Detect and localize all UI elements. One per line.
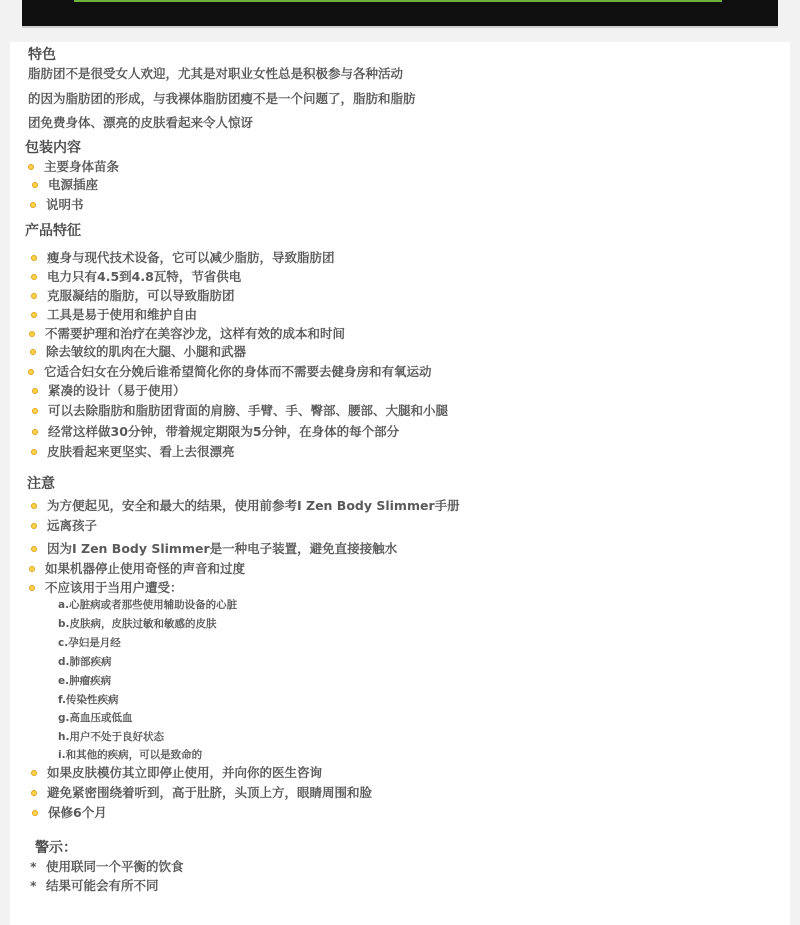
- feature-item: 它适合妇女在分娩后谁希望简化你的身体而不需要去健身房和有氧运动: [44, 364, 432, 380]
- condition-item: g.高血压或低血: [58, 712, 133, 724]
- bullet-icon: [31, 523, 37, 529]
- note-item: 保修6个月: [48, 805, 107, 821]
- features-line: 团免费身体、漂亮的皮肤看起来令人惊讶: [28, 115, 254, 130]
- note-item: 因为I Zen Body Slimmer是一种电子装置，避免直接接触水: [47, 541, 397, 557]
- package-heading: 包装内容: [25, 140, 81, 156]
- note-item: 不应该用于当用户遭受：: [45, 580, 183, 596]
- bullet-icon: [31, 790, 37, 796]
- features-line: 脂肪团不是很受女人欢迎，尤其是对职业女性总是积极参与各种活动: [28, 66, 404, 81]
- features-heading: 特色: [28, 47, 56, 63]
- condition-item: b.皮肤病，皮肤过敏和敏感的皮肤: [58, 618, 217, 630]
- package-item: 主要身体苗条: [44, 159, 119, 175]
- condition-item: d.肺部疾病: [58, 656, 112, 668]
- bullet-icon: [32, 429, 38, 435]
- feature-item: 除去皱纹的肌肉在大腿、小腿和武器: [46, 344, 246, 360]
- bullet-icon: [31, 449, 37, 455]
- bullet-icon: [30, 202, 36, 208]
- bullet-icon: [32, 182, 38, 188]
- package-item: 电源插座: [48, 177, 98, 193]
- note-item: 如果皮肤模仿其立即停止使用，并向你的医生咨询: [47, 765, 322, 781]
- notes-heading: 注意: [27, 476, 55, 492]
- features-line: 的因为脂肪团的形成，与我裸体脂肪团瘦不是一个问题了，脂肪和脂肪: [28, 91, 416, 106]
- condition-item: c.孕妇是月经: [58, 637, 121, 649]
- feature-item: 紧凑的设计（易于使用）: [48, 383, 186, 399]
- asterisk-icon: *: [30, 859, 37, 874]
- bullet-icon: [31, 503, 37, 509]
- banner-accent-line: [74, 0, 722, 2]
- condition-item: h.用户不处于良好状态: [58, 731, 164, 743]
- feature-item: 皮肤看起来更坚实、看上去很漂亮: [47, 444, 235, 460]
- bullet-icon: [31, 546, 37, 552]
- asterisk-icon: *: [30, 878, 37, 893]
- note-item: 避免紧密围绕着听到，高于肚脐，头顶上方，眼睛周围和脸: [47, 785, 372, 801]
- content-panel: [10, 42, 790, 925]
- feature-item: 经常这样做30分钟，带着规定期限为5分钟，在身体的每个部分: [48, 424, 399, 440]
- feature-item: 工具是易于使用和维护自由: [47, 307, 197, 323]
- warning-item: * 结果可能会有所不同: [30, 878, 159, 893]
- bullet-icon: [31, 255, 37, 261]
- bullet-icon: [32, 810, 38, 816]
- bullet-icon: [31, 293, 37, 299]
- bullet-icon: [30, 349, 36, 355]
- condition-item: a.心脏病或者那些使用辅助设备的心脏: [58, 599, 238, 611]
- condition-item: e.肿瘤疾病: [58, 675, 112, 687]
- bullet-icon: [29, 585, 35, 591]
- bullet-icon: [31, 274, 37, 280]
- warning-heading: 警示：: [35, 840, 77, 856]
- feature-item: 电力只有4.5到4.8瓦特，节省供电: [47, 269, 241, 285]
- bullet-icon: [29, 566, 35, 572]
- note-item: 远离孩子: [47, 518, 97, 534]
- bullet-icon: [32, 388, 38, 394]
- condition-item: f.传染性疾病: [58, 694, 119, 706]
- warning-item: * 使用联同一个平衡的饮食: [30, 859, 184, 874]
- feature-item: 克服凝结的脂肪，可以导致脂肪团: [47, 288, 235, 304]
- package-item: 说明书: [46, 197, 84, 213]
- note-item: 如果机器停止使用奇怪的声音和过度: [45, 561, 245, 577]
- feature-item: 瘦身与现代技术设备，它可以减少脂肪，导致脂肪团: [47, 250, 335, 266]
- feature-item: 不需要护理和治疗在美容沙龙，这样有效的成本和时间: [45, 326, 345, 342]
- bullet-icon: [28, 369, 34, 375]
- bullet-icon: [31, 770, 37, 776]
- bullet-icon: [31, 312, 37, 318]
- bullet-icon: [32, 408, 38, 414]
- bullet-icon: [29, 331, 35, 337]
- bullet-icon: [28, 164, 34, 170]
- feature-item: 可以去除脂肪和脂肪团背面的肩膀、手臂、手、臀部、腰部、大腿和小腿: [48, 403, 448, 419]
- product-features-heading: 产品特征: [25, 223, 81, 239]
- top-banner-image: [22, 0, 778, 28]
- note-item: 为方便起见，安全和最大的结果，使用前参考I Zen Body Slimmer手册: [47, 498, 460, 514]
- condition-item: i.和其他的疾病，可以是致命的: [58, 749, 203, 761]
